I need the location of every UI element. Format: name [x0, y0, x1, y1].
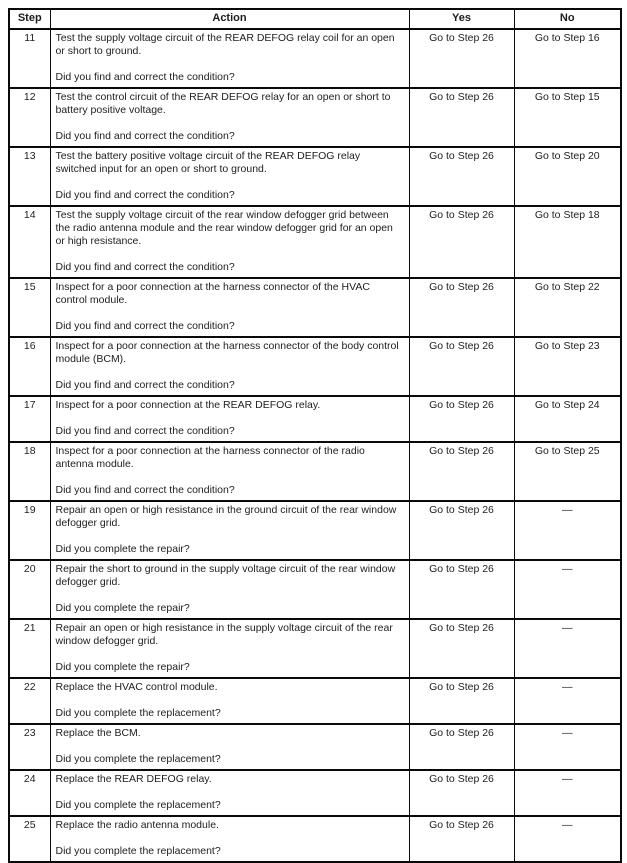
table-row: [9, 29, 621, 88]
action-cell: [50, 816, 409, 862]
yes-result-cell: Go to Step 26: [409, 678, 514, 724]
action-description: Replace the radio antenna module.: [55, 819, 219, 831]
yes-result-cell: Go to Step 26: [409, 337, 514, 396]
no-result-cell: Go to Step 25: [514, 442, 621, 501]
document-page: [0, 8, 627, 857]
action-question: Did you complete the repair?: [55, 602, 190, 614]
action-cell: [50, 147, 409, 206]
step-number-cell: 19: [9, 501, 50, 560]
action-description: Replace the HVAC control module.: [55, 681, 218, 693]
step-number-cell: 22: [9, 678, 50, 724]
step-number-cell: 15: [9, 278, 50, 337]
table-row: [9, 770, 621, 816]
table-row: [9, 88, 621, 147]
yes-result-cell: Go to Step 26: [409, 278, 514, 337]
column-header-yes: Yes: [409, 9, 514, 29]
step-number-cell: 11: [9, 29, 50, 88]
yes-result-cell: Go to Step 26: [409, 560, 514, 619]
action-question: Did you find and correct the condition?: [55, 484, 235, 496]
table-row: [9, 816, 621, 862]
column-header-step: Step: [9, 9, 50, 29]
action-question: Did you find and correct the condition?: [55, 71, 235, 83]
action-description: Inspect for a poor connection at the harness connector of the HVAC control module.: [55, 281, 370, 306]
action-question: Did you complete the replacement?: [55, 707, 221, 719]
action-description: Inspect for a poor connection at the harness connector of the radio antenna module.: [55, 445, 365, 470]
action-question: Did you complete the repair?: [55, 543, 190, 555]
action-description: Repair an open or high resistance in the supply voltage circuit of the rear window defogger grid.: [55, 622, 393, 647]
action-cell: [50, 770, 409, 816]
yes-result-cell: Go to Step 26: [409, 396, 514, 442]
table-row: [9, 206, 621, 278]
table-row: [9, 678, 621, 724]
step-number-cell: 24: [9, 770, 50, 816]
step-number-cell: 16: [9, 337, 50, 396]
step-number-cell: 25: [9, 816, 50, 862]
action-description: Replace the REAR DEFOG relay.: [55, 773, 212, 785]
action-question: Did you find and correct the condition?: [55, 261, 235, 273]
action-question: Did you find and correct the condition?: [55, 189, 235, 201]
no-result-cell: —: [514, 619, 621, 678]
action-cell: [50, 724, 409, 770]
action-cell: [50, 678, 409, 724]
table-row: [9, 396, 621, 442]
no-result-cell: —: [514, 678, 621, 724]
no-result-cell: Go to Step 15: [514, 88, 621, 147]
yes-result-cell: Go to Step 26: [409, 442, 514, 501]
yes-result-cell: Go to Step 26: [409, 206, 514, 278]
action-cell: [50, 442, 409, 501]
column-header-action: Action: [50, 9, 409, 29]
table-row: [9, 147, 621, 206]
action-question: Did you complete the repair?: [55, 661, 190, 673]
action-cell: [50, 501, 409, 560]
action-description: Repair an open or high resistance in the ground circuit of the rear window defogger grid.: [55, 504, 397, 529]
no-result-cell: Go to Step 20: [514, 147, 621, 206]
table-row: [9, 442, 621, 501]
action-description: Test the supply voltage circuit of the REAR DEFOG relay coil for an open or short to ground.: [55, 32, 395, 57]
action-cell: [50, 560, 409, 619]
column-header-no: No: [514, 9, 621, 29]
yes-result-cell: Go to Step 26: [409, 147, 514, 206]
yes-result-cell: Go to Step 26: [409, 501, 514, 560]
action-description: Inspect for a poor connection at the REAR DEFOG relay.: [55, 399, 321, 411]
yes-result-cell: Go to Step 26: [409, 88, 514, 147]
action-description: Test the supply voltage circuit of the rear window defogger grid between the radio antenna module and the rear window defogger grid for an open or high resistance.: [55, 209, 393, 247]
no-result-cell: —: [514, 770, 621, 816]
no-result-cell: Go to Step 18: [514, 206, 621, 278]
action-cell: [50, 337, 409, 396]
action-question: Did you find and correct the condition?: [55, 320, 235, 332]
action-description: Test the control circuit of the REAR DEFOG relay for an open or short to battery positive voltage.: [55, 91, 391, 116]
action-question: Did you find and correct the condition?: [55, 130, 235, 142]
step-number-cell: 23: [9, 724, 50, 770]
action-cell: [50, 206, 409, 278]
yes-result-cell: Go to Step 26: [409, 770, 514, 816]
table-header-row: [9, 9, 621, 29]
action-question: Did you find and correct the condition?: [55, 425, 235, 437]
action-description: Inspect for a poor connection at the harness connector of the body control module (BCM).: [55, 340, 399, 365]
step-number-cell: 14: [9, 206, 50, 278]
action-question: Did you complete the replacement?: [55, 799, 221, 811]
table-row: [9, 337, 621, 396]
diagnostic-steps-table: [8, 8, 622, 863]
table-row: [9, 278, 621, 337]
action-cell: [50, 396, 409, 442]
action-cell: [50, 88, 409, 147]
step-number-cell: 18: [9, 442, 50, 501]
table-row: [9, 501, 621, 560]
action-cell: [50, 29, 409, 88]
yes-result-cell: Go to Step 26: [409, 619, 514, 678]
no-result-cell: Go to Step 16: [514, 29, 621, 88]
step-number-cell: 13: [9, 147, 50, 206]
yes-result-cell: Go to Step 26: [409, 816, 514, 862]
yes-result-cell: Go to Step 26: [409, 724, 514, 770]
action-question: Did you complete the replacement?: [55, 845, 221, 857]
step-number-cell: 17: [9, 396, 50, 442]
step-number-cell: 12: [9, 88, 50, 147]
no-result-cell: —: [514, 501, 621, 560]
no-result-cell: Go to Step 23: [514, 337, 621, 396]
no-result-cell: Go to Step 22: [514, 278, 621, 337]
action-cell: [50, 278, 409, 337]
action-question: Did you find and correct the condition?: [55, 379, 235, 391]
no-result-cell: —: [514, 724, 621, 770]
no-result-cell: —: [514, 560, 621, 619]
action-question: Did you complete the replacement?: [55, 753, 221, 765]
table-row: [9, 724, 621, 770]
action-cell: [50, 619, 409, 678]
step-number-cell: 21: [9, 619, 50, 678]
step-number-cell: 20: [9, 560, 50, 619]
yes-result-cell: Go to Step 26: [409, 29, 514, 88]
action-description: Test the battery positive voltage circuit of the REAR DEFOG relay switched input for an open or short to ground.: [55, 150, 361, 175]
action-description: Repair the short to ground in the supply voltage circuit of the rear window defogger grid.: [55, 563, 396, 588]
no-result-cell: —: [514, 816, 621, 862]
table-row: [9, 560, 621, 619]
table-row: [9, 619, 621, 678]
action-description: Replace the BCM.: [55, 727, 141, 739]
no-result-cell: Go to Step 24: [514, 396, 621, 442]
